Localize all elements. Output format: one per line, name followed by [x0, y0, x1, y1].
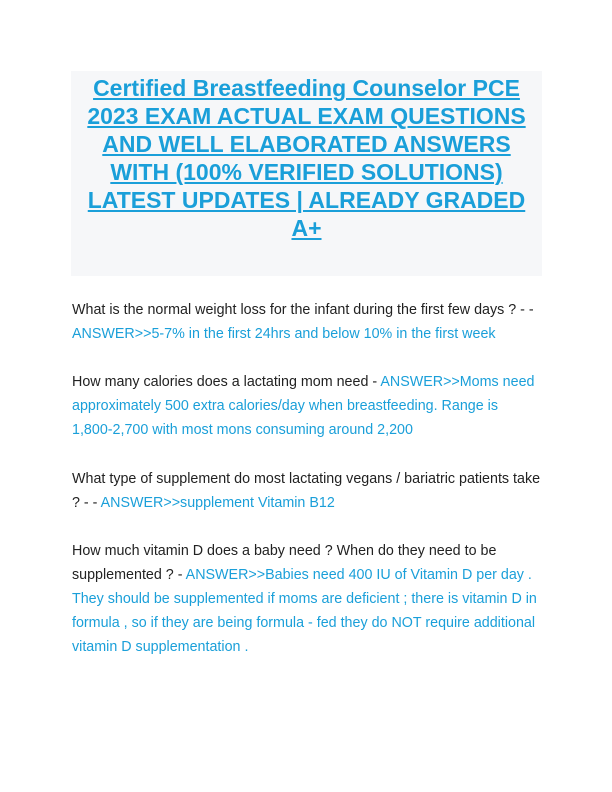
qa-item-1: [72, 298, 542, 346]
answer-text: ANSWER>>Babies need 400 IU of Vitamin D per day . They should be supplemented if moms are deficient ; there is vitamin D in formula , so if they are being formula - fed they do NOT require additional vitamin D supplementation .: [72, 567, 537, 655]
question-text: What type of supplement do most lactating vegans / bariatric patients take ? - -: [72, 471, 541, 511]
qa-item-4: [72, 539, 542, 659]
qa-item-3: [72, 467, 542, 515]
answer-text: ANSWER>>Moms need approximately 500 extra calories/day when breastfeeding. Range is 1,800-2,700 with most mons consuming around 2,200: [72, 374, 535, 438]
qa-item-2: [72, 370, 542, 442]
question-text: How much vitamin D does a baby need ? When do they need to be supplemented ? -: [72, 543, 497, 583]
question-text: How many calories does a lactating mom need -: [72, 374, 381, 390]
title-box: [71, 71, 542, 276]
answer-text: ANSWER>>5-7% in the first 24hrs and below 10% in the first week: [72, 326, 496, 342]
question-text: What is the normal weight loss for the infant during the first few days ? - -: [72, 302, 534, 318]
answer-text: ANSWER>>supplement Vitamin B12: [100, 495, 335, 511]
document-title: Certified Breastfeeding Counselor PCE 2023 EXAM ACTUAL EXAM QUESTIONS AND WELL ELABORATED ANSWERS WITH (100% VERIFIED SOLUTIONS) LATEST UPDATES | ALREADY GRADED A+: [87, 75, 526, 241]
